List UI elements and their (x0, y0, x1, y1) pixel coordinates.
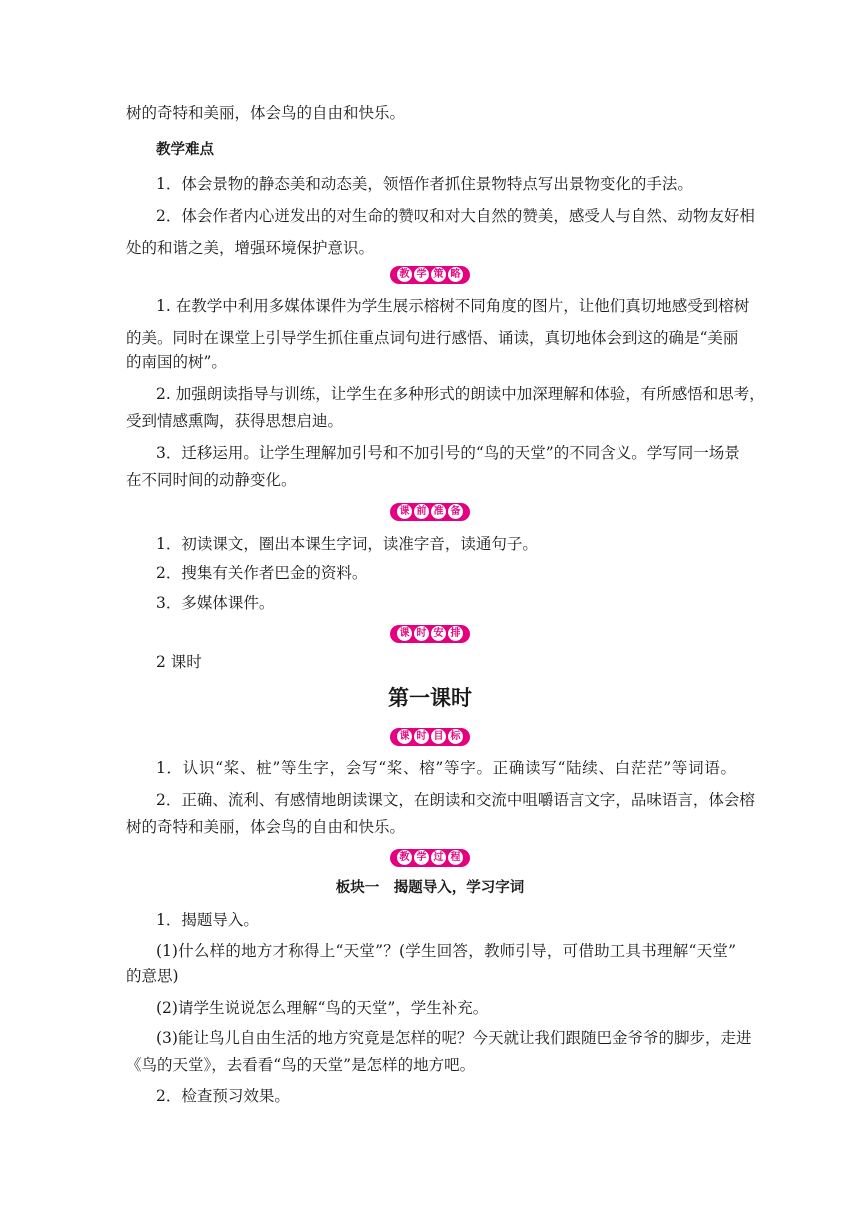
paragraph-line: 2 课时 (156, 653, 202, 671)
section-heading: 教学难点 (156, 142, 214, 158)
badge-char: 时 (414, 729, 429, 744)
section-badge-prep (0, 502, 860, 522)
badge-pill (390, 503, 470, 521)
badge-pill (390, 849, 470, 867)
badge-pill (390, 266, 470, 284)
paragraph-line: 1．体会景物的静态美和动态美，领悟作者抓住景物特点写出景物变化的手法。 (156, 175, 693, 193)
paragraph-line: 的南国的树”。 (126, 353, 227, 371)
badge-char: 略 (448, 267, 463, 282)
block-heading: 板块一 揭题导入，学习字词 (335, 880, 525, 896)
paragraph-line: 3．多媒体课件。 (156, 594, 275, 612)
paragraph-line: 2．检查预习效果。 (156, 1087, 290, 1105)
paragraph-line: 2．体会作者内心迸发出的对生命的赞叹和对大自然的赞美，感受人与自然、动物友好相 (156, 207, 755, 225)
paragraph-line: 受到情感熏陶，获得思想启迪。 (126, 412, 344, 430)
badge-pill (390, 625, 470, 643)
paragraph-line: 树的奇特和美丽，体会鸟的自由和快乐。 (126, 104, 406, 122)
badge-char: 学 (414, 850, 429, 865)
section-badge-strategy (0, 265, 860, 285)
badge-char: 教 (397, 267, 412, 282)
section-badge-goals (0, 727, 860, 747)
paragraph-line: 在不同时间的动静变化。 (126, 471, 297, 489)
badge-char: 备 (448, 504, 463, 519)
paragraph-line: 的意思) (126, 967, 179, 985)
paragraph-line: (2)请学生说说怎么理解“鸟的天堂”，学生补充。 (156, 999, 489, 1017)
badge-char: 学 (414, 267, 429, 282)
badge-char: 目 (431, 729, 446, 744)
paragraph-line: (3)能让鸟儿自由生活的地方究竟是怎样的呢？今天就让我们跟随巴金爷爷的脚步，走进 (156, 1029, 752, 1047)
badge-char: 准 (431, 504, 446, 519)
paragraph-line: 1. 在教学中利用多媒体课件为学生展示榕树不同角度的图片，让他们真切地感受到榕树 (156, 297, 750, 315)
paragraph-line: 处的和谐之美，增强环境保护意识。 (126, 239, 375, 257)
paragraph-line: 的美。同时在课堂上引导学生抓住重点词句进行感悟、诵读，真切地体会到这的确是“美丽 (126, 329, 739, 347)
paragraph-line: 1．揭题导入。 (156, 911, 259, 929)
badge-char: 策 (431, 267, 446, 282)
paragraph-line: 3．迁移运用。让学生理解加引号和不加引号的“鸟的天堂”的不同含义。学写同一场景 (156, 444, 740, 462)
badge-char: 标 (448, 729, 463, 744)
badge-char: 时 (414, 626, 429, 641)
paragraph-line: (1)什么样的地方才称得上“天堂”？(学生回答，教师引导，可借助工具书理解“天堂” (156, 942, 736, 960)
lesson-title: 第一课时 (388, 686, 472, 710)
paragraph-line: 2．搜集有关作者巴金的资料。 (156, 564, 368, 582)
badge-char: 过 (431, 850, 446, 865)
badge-char: 前 (414, 504, 429, 519)
badge-pill (390, 728, 470, 746)
badge-char: 程 (448, 850, 463, 865)
badge-char: 课 (397, 626, 412, 641)
paragraph-line: 1．初读课文，圈出本课生字词，读准字音，读通句子。 (156, 535, 538, 553)
badge-char: 教 (397, 850, 412, 865)
paragraph-line: 《鸟的天堂》，去看看“鸟的天堂”是怎样的地方吧。 (126, 1056, 476, 1074)
paragraph-line: 2. 加强朗读指导与训练，让学生在多种形式的朗读中加深理解和体验，有所感悟和思考， (156, 385, 765, 403)
paragraph-line: 2．正确、流利、有感情地朗读课文，在朗读和交流中咀嚼语言文字，品味语言，体会榕 (156, 791, 755, 809)
section-badge-schedule (0, 624, 860, 644)
paragraph-line: 1．认识“桨、桩”等生字，会写“桨、榕”等字。正确读写“陆续、白茫茫”等词语。 (156, 759, 736, 777)
section-badge-process (0, 848, 860, 868)
paragraph-line: 树的奇特和美丽，体会鸟的自由和快乐。 (126, 818, 406, 836)
badge-char: 排 (448, 626, 463, 641)
badge-char: 课 (397, 729, 412, 744)
badge-char: 课 (397, 504, 412, 519)
badge-char: 安 (431, 626, 446, 641)
